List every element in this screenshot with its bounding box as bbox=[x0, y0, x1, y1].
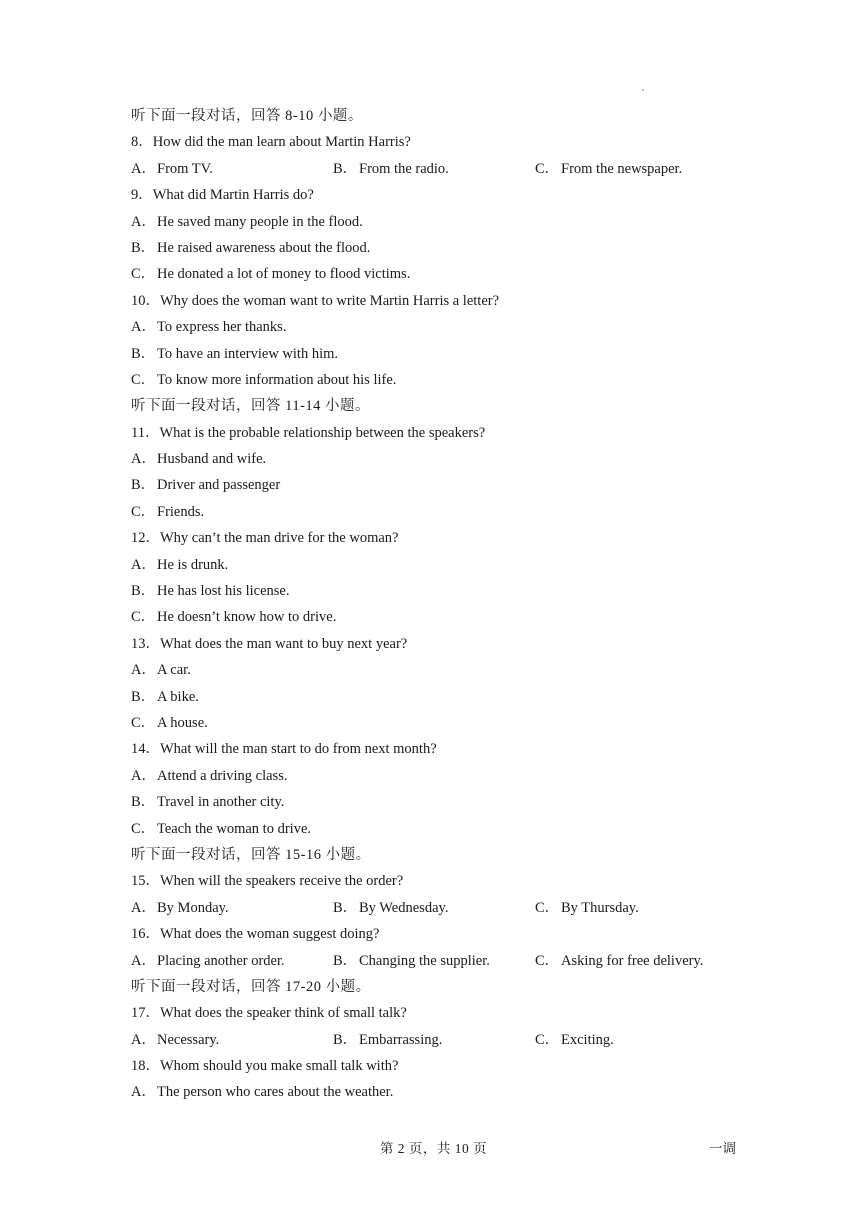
question-number: 16． bbox=[131, 926, 160, 943]
question-12 bbox=[131, 525, 771, 551]
section-instruction: 听下面一段对话，回答 8-10 小题。 bbox=[131, 108, 363, 124]
option-b: B． By Wednesday. bbox=[333, 899, 449, 916]
scan-dot bbox=[642, 89, 644, 91]
question-text: What does the speaker think of small talk? bbox=[160, 1005, 407, 1022]
page-number: 第 2 页，共 10 页 bbox=[379, 1141, 488, 1156]
question-15 bbox=[131, 868, 771, 894]
option-a: A．He saved many people in the flood. bbox=[131, 213, 363, 230]
question-text: What did Martin Harris do? bbox=[152, 187, 314, 204]
question-number: 13． bbox=[131, 635, 160, 652]
option-c: C． Teach the woman to drive. bbox=[131, 820, 311, 837]
options-row bbox=[131, 1027, 771, 1053]
option-b: B． Driver and passenger bbox=[131, 477, 281, 494]
option-c: C． To know more information about his life. bbox=[131, 371, 397, 388]
option-c: C． Exciting. bbox=[535, 1031, 614, 1048]
question-8 bbox=[131, 129, 771, 155]
option-a: A．Necessary. bbox=[131, 1031, 220, 1048]
options-row bbox=[131, 895, 771, 921]
question-18 bbox=[131, 1053, 771, 1079]
option-c: C． By Thursday. bbox=[535, 899, 639, 916]
question-11 bbox=[131, 420, 771, 446]
option-a: A．He is drunk. bbox=[131, 556, 229, 573]
option-b: B． Changing the supplier. bbox=[333, 952, 490, 969]
question-number: 10． bbox=[131, 292, 160, 309]
option-b: B． A bike. bbox=[131, 688, 199, 705]
section-instruction: 听下面一段对话，回答 11-14 小题。 bbox=[131, 398, 371, 415]
option-a: A．To express her thanks. bbox=[131, 319, 287, 336]
question-text: What does the man want to buy next year? bbox=[160, 635, 408, 652]
option-b: B． He raised awareness about the flood. bbox=[131, 239, 371, 256]
question-number: 14． bbox=[131, 741, 160, 758]
option-c: C． Friends. bbox=[131, 503, 205, 520]
option-b: B． From the radio. bbox=[333, 160, 449, 177]
options-row bbox=[131, 948, 771, 974]
question-number: 18． bbox=[131, 1058, 160, 1075]
question-text: How did the man learn about Martin Harris? bbox=[152, 134, 411, 151]
question-number: 8． bbox=[131, 134, 153, 151]
section-instruction: 听下面一段对话，回答 17-20 小题。 bbox=[131, 978, 371, 995]
option-a: A．Placing another order. bbox=[131, 952, 285, 969]
option-a: A．Attend a driving class. bbox=[131, 767, 288, 784]
option-a: A．Husband and wife. bbox=[131, 451, 267, 468]
option-c: C． A house. bbox=[131, 714, 208, 731]
question-number: 15． bbox=[131, 873, 160, 890]
option-a: A．A car. bbox=[131, 662, 191, 679]
question-number: 12． bbox=[131, 530, 160, 547]
question-10 bbox=[131, 288, 771, 314]
question-number: 11． bbox=[131, 424, 160, 441]
question-text: When will the speakers receive the order? bbox=[160, 873, 404, 890]
option-c: C． From the newspaper. bbox=[535, 160, 683, 177]
question-16 bbox=[131, 921, 771, 947]
option-a: A．The person who cares about the weather. bbox=[131, 1084, 394, 1101]
question-text: Why can’t the man drive for the woman? bbox=[160, 530, 399, 547]
question-text: Why does the woman want to write Martin Harris a letter? bbox=[160, 292, 500, 309]
question-text: Whom should you make small talk with? bbox=[160, 1058, 399, 1075]
section-instruction: 听下面一段对话，回答 15-16 小题。 bbox=[131, 846, 371, 863]
question-13 bbox=[131, 631, 771, 657]
option-b: B． To have an interview with him. bbox=[131, 345, 338, 362]
question-9 bbox=[131, 182, 771, 208]
question-number: 17． bbox=[131, 1005, 160, 1022]
question-17 bbox=[131, 1000, 771, 1026]
question-number: 9． bbox=[131, 187, 153, 204]
question-text: What will the man start to do from next month? bbox=[160, 741, 437, 758]
option-a: A．By Monday. bbox=[131, 899, 229, 916]
option-c: C． He doesn’t know how to drive. bbox=[131, 609, 337, 626]
question-14 bbox=[131, 736, 771, 762]
question-list bbox=[131, 103, 771, 1106]
question-text: What is the probable relationship between the speakers? bbox=[159, 424, 486, 441]
option-b: B． He has lost his license. bbox=[131, 583, 290, 600]
option-c: C． Asking for free delivery. bbox=[535, 952, 704, 969]
question-text: What does the woman suggest doing? bbox=[160, 926, 380, 943]
options-row bbox=[131, 156, 771, 182]
option-c: C． He donated a lot of money to flood victims. bbox=[131, 266, 411, 283]
option-a: A．From TV. bbox=[131, 160, 213, 177]
option-b: B． Embarrassing. bbox=[333, 1031, 443, 1048]
exam-label: 一调 bbox=[709, 1141, 736, 1156]
option-b: B． Travel in another city. bbox=[131, 794, 285, 811]
